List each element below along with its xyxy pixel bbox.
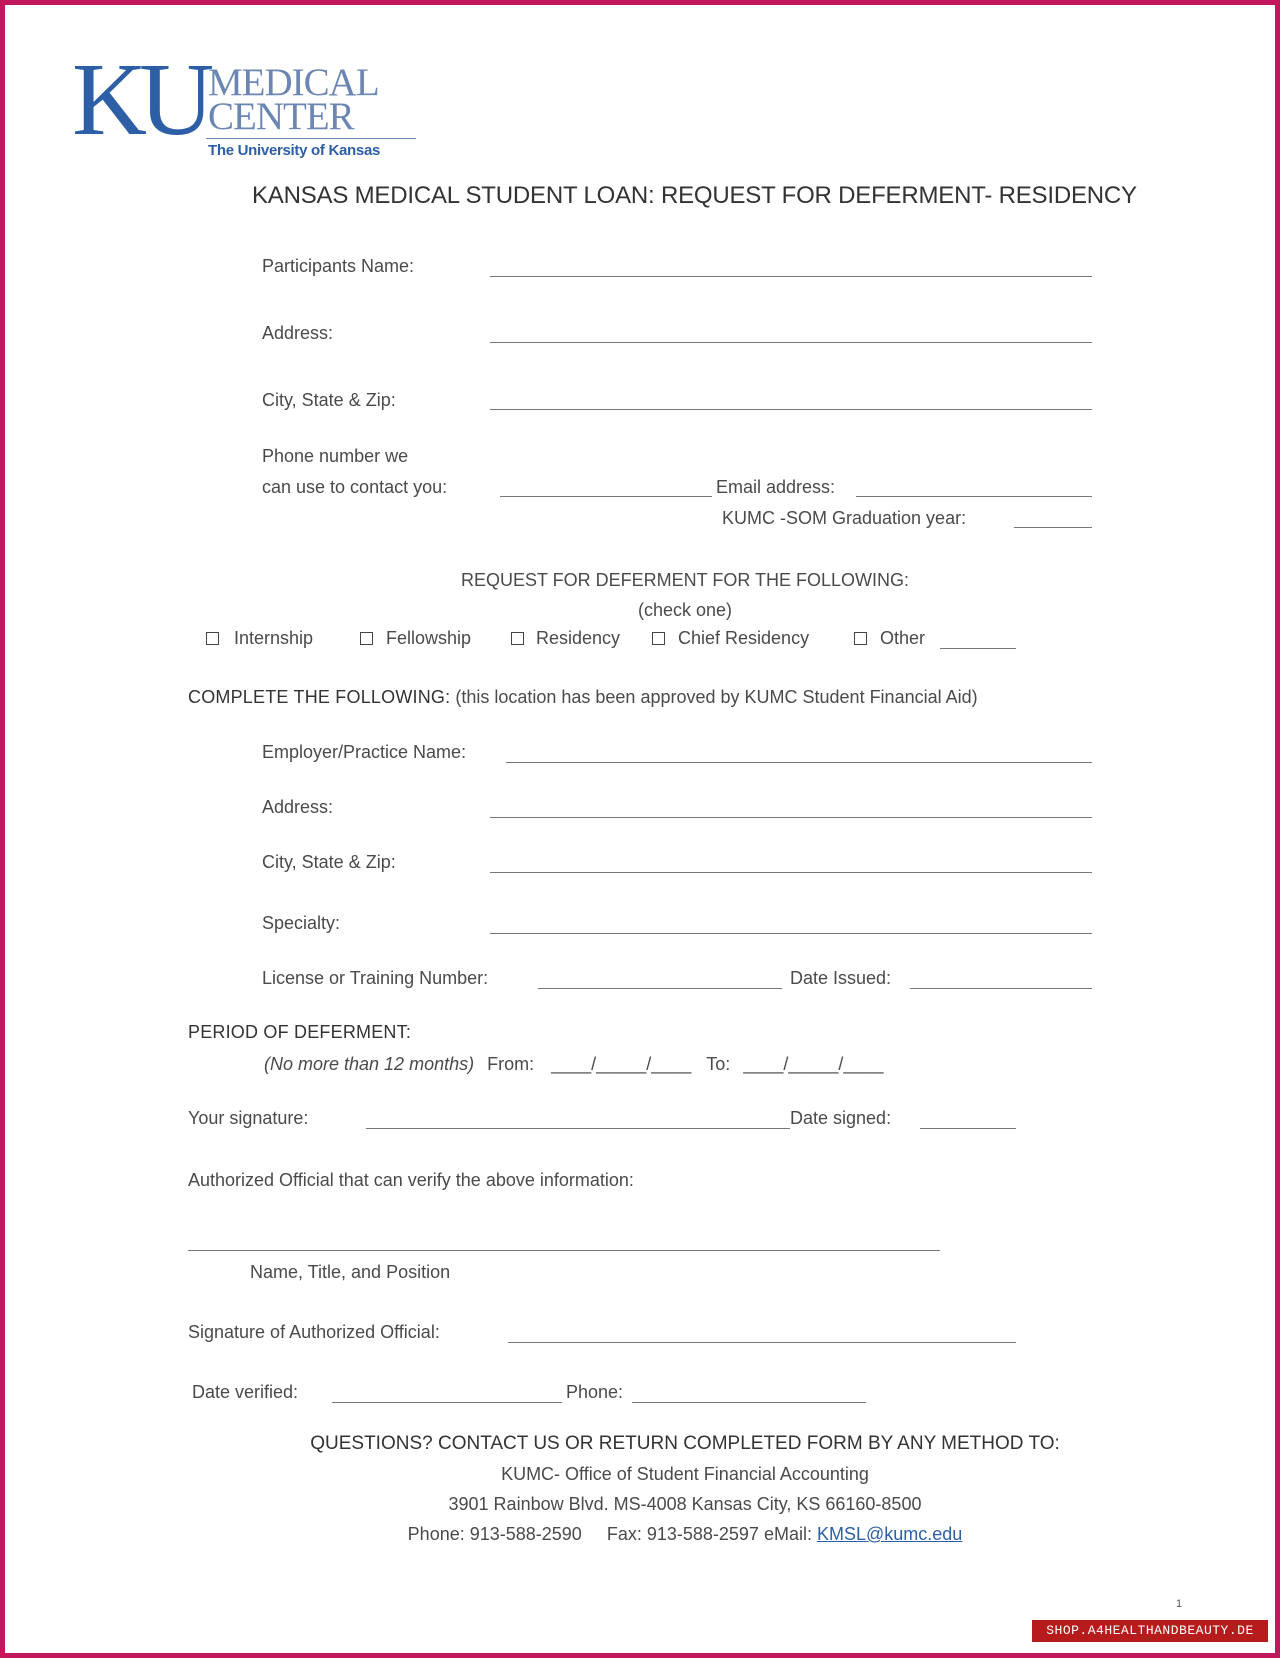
official-signature-label: Signature of Authorized Official: — [188, 1322, 440, 1342]
logo-divider — [206, 138, 416, 139]
logo-medical-center — [208, 61, 379, 138]
phone-field[interactable] — [500, 496, 712, 497]
form-title: KANSAS MEDICAL STUDENT LOAN: REQUEST FOR DEFERMENT- RESIDENCY — [252, 182, 1137, 209]
chief-residency-checkbox[interactable] — [652, 632, 665, 645]
footer-fax: Fax: 913-588-2597 eMail: — [606, 1524, 812, 1544]
email-label: Email address: — [716, 477, 836, 497]
footer-heading: QUESTIONS? CONTACT US OR RETURN COMPLETED FORM BY ANY METHOD TO: — [310, 1433, 1060, 1454]
license-field[interactable] — [538, 988, 782, 989]
graduation-year-field[interactable] — [1014, 527, 1092, 528]
fellowship-checkbox[interactable] — [360, 632, 373, 645]
period-note: (No more than 12 months) — [264, 1054, 475, 1074]
footer-office: KUMC- Office of Student Financial Accounting — [501, 1464, 869, 1484]
participant-name-label: Participants Name: — [262, 256, 415, 276]
official-name-title-label: Name, Title, and Position — [250, 1262, 451, 1282]
period-from-field[interactable]: ____/_____/____ — [551, 1054, 692, 1074]
logo-center: CENTER — [208, 95, 354, 138]
page-number: 1 — [1176, 1598, 1183, 1610]
footer-contact — [0, 1524, 1280, 1545]
date-signed-field[interactable] — [920, 1128, 1016, 1129]
watermark-badge: SHOP.A4HEALTHANDBEAUTY.DE — [1032, 1620, 1268, 1642]
your-signature-field[interactable] — [366, 1128, 790, 1129]
other-field[interactable] — [940, 648, 1016, 649]
residency-label: Residency — [536, 628, 621, 648]
footer-email-link[interactable]: KMSL@kumc.edu — [816, 1524, 963, 1544]
phone-label-line1: Phone number we — [262, 446, 409, 466]
other-label: Other — [880, 628, 926, 648]
internship-checkbox[interactable] — [206, 632, 219, 645]
participant-address-field[interactable] — [490, 342, 1092, 343]
specialty-label: Specialty: — [262, 913, 341, 933]
official-heading: Authorized Official that can verify the above information: — [188, 1170, 634, 1190]
participant-name-field[interactable] — [490, 276, 1092, 277]
other-checkbox[interactable] — [854, 632, 867, 645]
participant-city-label: City, State & Zip: — [262, 390, 396, 410]
period-row — [264, 1054, 883, 1075]
complete-heading: COMPLETE THE FOLLOWING: — [188, 687, 451, 707]
period-heading: PERIOD OF DEFERMENT: — [188, 1022, 412, 1042]
date-issued-label: Date Issued: — [790, 968, 892, 988]
logo-medical: MEDICAL — [208, 61, 379, 104]
participant-city-field[interactable] — [490, 409, 1092, 410]
employer-city-label: City, State & Zip: — [262, 852, 396, 872]
complete-note: (this location has been approved by KUMC Student Financial Aid) — [455, 687, 978, 707]
official-name-field[interactable] — [188, 1250, 940, 1251]
request-subheading: (check one) — [637, 600, 733, 620]
footer-address: 3901 Rainbow Blvd. MS-4008 Kansas City, KS 66160-8500 — [448, 1494, 922, 1514]
employer-label: Employer/Practice Name: — [262, 742, 467, 762]
date-verified-label: Date verified: — [192, 1382, 299, 1402]
specialty-field[interactable] — [490, 933, 1092, 934]
employer-city-field[interactable] — [490, 872, 1092, 873]
license-label: License or Training Number: — [262, 968, 489, 988]
request-heading: REQUEST FOR DEFERMENT FOR THE FOLLOWING: — [460, 570, 910, 590]
logo-university: The University of Kansas — [208, 142, 381, 159]
graduation-year-label: KUMC -SOM Graduation year: — [722, 508, 967, 528]
residency-checkbox[interactable] — [511, 632, 524, 645]
your-signature-label: Your signature: — [188, 1108, 309, 1128]
official-signature-field[interactable] — [508, 1342, 1016, 1343]
period-to-field[interactable]: ____/_____/____ — [743, 1054, 884, 1074]
chief-residency-label: Chief Residency — [678, 628, 810, 648]
footer-phone: Phone: 913-588-2590 — [407, 1524, 582, 1544]
logo-ku-letters: KU — [72, 42, 207, 157]
complete-section-heading — [188, 687, 978, 708]
phone-label-line2: can use to contact you: — [262, 477, 448, 497]
employer-address-label: Address: — [262, 797, 334, 817]
date-issued-field[interactable] — [910, 988, 1092, 989]
official-phone-label: Phone: — [566, 1382, 624, 1402]
period-from-label: From: — [487, 1054, 535, 1074]
email-field[interactable] — [856, 496, 1092, 497]
period-to-label: To: — [706, 1054, 731, 1074]
employer-address-field[interactable] — [490, 817, 1092, 818]
participant-address-label: Address: — [262, 323, 334, 343]
date-verified-field[interactable] — [332, 1402, 562, 1403]
fellowship-label: Fellowship — [386, 628, 472, 648]
employer-field[interactable] — [506, 762, 1092, 763]
official-phone-field[interactable] — [632, 1402, 866, 1403]
date-signed-label: Date signed: — [790, 1108, 892, 1128]
internship-label: Internship — [234, 628, 314, 648]
